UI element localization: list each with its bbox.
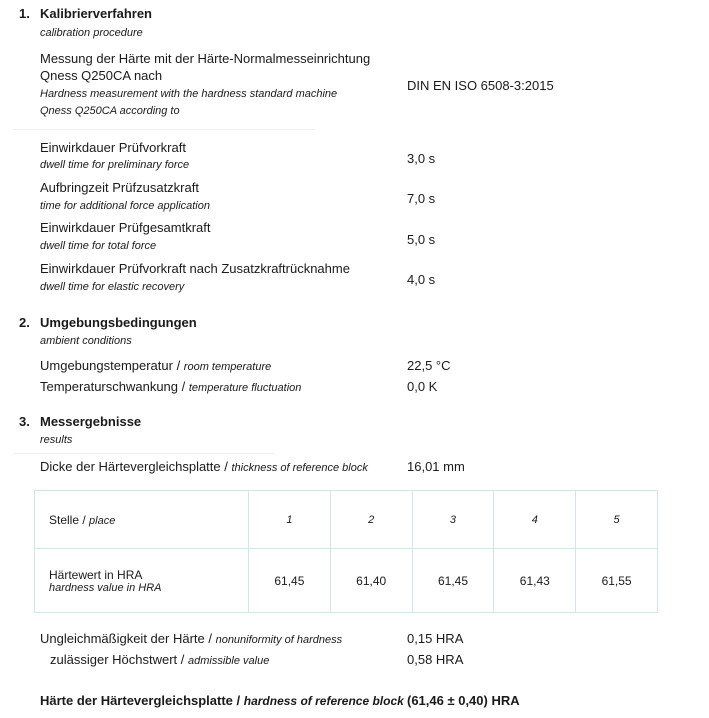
thickness-en: thickness of reference block: [231, 462, 368, 474]
param-1-de: Einwirkdauer Prüfvorkraft: [40, 140, 186, 155]
temp-fluct-value: 0,0 K: [407, 379, 438, 394]
section-2-number: 2.: [19, 315, 30, 330]
section-3-number: 3.: [19, 414, 30, 429]
admissible-label: [50, 652, 269, 667]
room-temp-de: Umgebungstemperatur /: [40, 358, 184, 373]
place-1: 1: [249, 491, 331, 549]
thickness-de: Dicke der Härtevergleichsplatte /: [40, 459, 232, 474]
thickness-label: [40, 459, 368, 474]
method-label-en-2: Qness Q250CA according to: [40, 105, 180, 117]
place-header-cell: [35, 491, 249, 549]
nonuniformity-value: 0,15 HRA: [407, 631, 464, 646]
section-1-number: 1.: [19, 6, 30, 21]
temp-fluct-label: [40, 379, 301, 394]
method-standard: DIN EN ISO 6508-3:2015: [407, 78, 554, 93]
param-4-de: Einwirkdauer Prüfvorkraft nach Zusatzkraftrücknahme: [40, 261, 350, 276]
thickness-value: 16,01 mm: [407, 459, 465, 474]
param-3-value: 5,0 s: [407, 232, 436, 247]
param-2-de: Aufbringzeit Prüfzusatzkraft: [40, 180, 199, 195]
param-2-en: time for additional force application: [40, 200, 210, 212]
hardness-value-3: 61,45: [412, 549, 494, 613]
temp-fluct-de: Temperaturschwankung /: [40, 379, 189, 394]
admissible-de: zulässiger Höchstwert /: [50, 652, 188, 667]
nonuniformity-label: [40, 631, 342, 646]
place-5: 5: [576, 491, 658, 549]
section-3-title: Messergebnisse: [40, 414, 142, 429]
scan-divider: [14, 129, 314, 130]
nonuniformity-de: Ungleichmäßigkeit der Härte /: [40, 631, 216, 646]
room-temp-en: room temperature: [183, 361, 272, 373]
admissible-value: 0,58 HRA: [407, 652, 464, 667]
section-1-title: Kalibrierverfahren: [40, 6, 152, 21]
param-1-en: dwell time for preliminary force: [40, 159, 190, 171]
place-4: 4: [494, 491, 576, 549]
param-1-value: 3,0 s: [407, 151, 436, 166]
param-3-en: dwell time for total force: [40, 240, 157, 252]
scan-divider-2: [14, 453, 274, 454]
hardness-header-cell: [35, 549, 249, 613]
param-2-value: 7,0 s: [407, 191, 436, 206]
param-4-en: dwell time for elastic recovery: [40, 281, 185, 293]
place-3: 3: [412, 491, 494, 549]
hardness-label-en: hardness value in HRA: [49, 581, 162, 594]
final-hardness-en: hardness of reference block: [243, 694, 404, 708]
section-1-subtitle: calibration procedure: [40, 27, 143, 39]
table-row-values: [35, 549, 658, 613]
section-3-subtitle: results: [40, 434, 73, 446]
method-label-de-2: Qness Q250CA nach: [40, 68, 163, 83]
final-hardness-label: [40, 693, 404, 708]
section-2-title: Umgebungsbedingungen: [40, 315, 197, 330]
place-label-en: place: [89, 514, 116, 527]
param-4-value: 4,0 s: [407, 272, 436, 287]
final-hardness-value: (61,46 ± 0,40) HRA: [407, 693, 520, 708]
hardness-value-2: 61,40: [330, 549, 412, 613]
param-3-de: Einwirkdauer Prüfgesamtkraft: [40, 220, 211, 235]
room-temp-label: [40, 358, 271, 373]
hardness-value-1: 61,45: [249, 549, 331, 613]
place-2: 2: [330, 491, 412, 549]
method-label-en-1: Hardness measurement with the hardness standard machine: [40, 88, 338, 100]
nonuniformity-en: nonuniformity of hardness: [215, 634, 343, 646]
admissible-en: admissible value: [188, 655, 270, 667]
place-label-de: Stelle /: [49, 512, 90, 527]
hardness-value-5: 61,55: [576, 549, 658, 613]
hardness-label-de: Härtewert in HRA: [49, 567, 143, 582]
room-temp-value: 22,5 °C: [407, 358, 451, 373]
final-hardness-de: Härte der Härtevergleichsplatte /: [40, 693, 244, 708]
section-2-subtitle: ambient conditions: [40, 335, 132, 347]
method-label-de-1: Messung der Härte mit der Härte-Normalmesseinrichtung: [40, 51, 371, 66]
temp-fluct-en: temperature fluctuation: [188, 382, 302, 394]
results-table: [34, 490, 658, 613]
hardness-value-4: 61,43: [494, 549, 576, 613]
table-row-places: [35, 491, 658, 549]
